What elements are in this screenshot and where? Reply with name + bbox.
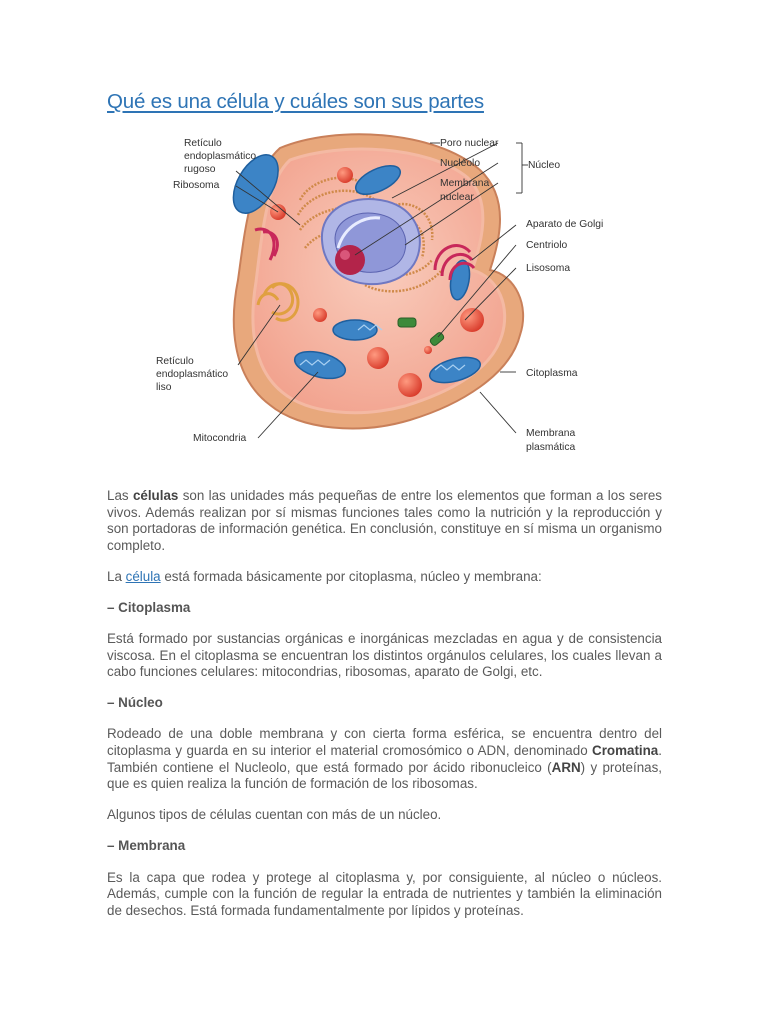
heading-membrana: – Membrana <box>107 838 186 854</box>
paragraph-nucleo: Rodeado de una doble membrana y con cierta forma esférica, se encuentra dentro del citoplasma y guarda en su interior el material cromosómico o ADN, denominado Cromatina. También contiene el Nucleolo, que está formado por ácido ribonucleico (ARN) y proteínas, que es quien realiza la función de formación de los ribosomas. <box>107 726 662 792</box>
nucleus-shape <box>322 199 420 284</box>
label-nucleo: Núcleo <box>528 160 561 171</box>
label-mitocondria: Mitocondria <box>193 433 247 444</box>
label-citoplasma: Citoplasma <box>526 368 578 379</box>
paragraph-citoplasma: Está formado por sustancias orgánicas e inorgánicas mezcladas en agua y de consistencia viscosa. En el citoplasma se encuentran los distintos orgánulos celulares, los cuales llevan a cabo funciones celulares: mitocondrias, ribosomas, aparato de Golgi, etc. <box>107 631 662 680</box>
heading-nucleo: – Núcleo <box>107 695 163 711</box>
celula-link[interactable]: célula <box>125 568 161 584</box>
label-reticulo-liso: Retículo endoplasmático liso <box>156 356 229 393</box>
bold-celulas: células <box>132 488 179 503</box>
label-membrana-nuclear: Membrana nuclear <box>440 178 490 203</box>
label-poro-nuclear: Poro nuclear <box>440 138 499 149</box>
bold-cromatina: Cromatina <box>592 743 659 759</box>
cell-diagram <box>156 130 620 460</box>
nucleolus-shape <box>335 245 365 275</box>
heading-citoplasma: – Citoplasma <box>107 599 191 615</box>
paragraph-membrana: Es la capa que rodea y protege al citoplasma y, por consiguiente, al núcleo o núcleos. Además, cumple con la función de regular la entrada de nutrientes y también la eliminación de desechos. Está formada fundamentalmente por lípidos y proteínas. <box>107 869 662 918</box>
paragraph-multinucleo: Algunos tipos de células cuentan con más de un núcleo. <box>107 807 442 823</box>
label-golgi: Aparato de Golgi <box>526 219 604 230</box>
paragraph-intro: Las células son las unidades más pequeñas de entre los elementos que forman a los seres vivos. Además realizan por sí mismas funciones tales como la nutrición y la reproducción y son portadoras de información genética. En conclusión, constituye en sí misma un organismo completo. <box>107 488 662 553</box>
label-ribosoma: Ribosoma <box>173 180 220 191</box>
bold-arn: ARN <box>551 759 581 775</box>
label-lisosoma: Lisosoma <box>526 263 571 274</box>
label-reticulo-rugoso: Retículo endoplasmático rugoso <box>184 138 257 175</box>
article-body <box>107 488 662 934</box>
paragraph-parts: La célula está formada básicamente por citoplasma, núcleo y membrana: <box>107 568 542 584</box>
label-membrana-plasmatica: Membrana plasmática <box>526 428 576 453</box>
page-title[interactable]: Qué es una célula y cuáles son sus partes <box>107 90 484 113</box>
label-centriolo: Centriolo <box>526 240 568 251</box>
label-nucleolo: Nucléolo <box>440 158 481 169</box>
